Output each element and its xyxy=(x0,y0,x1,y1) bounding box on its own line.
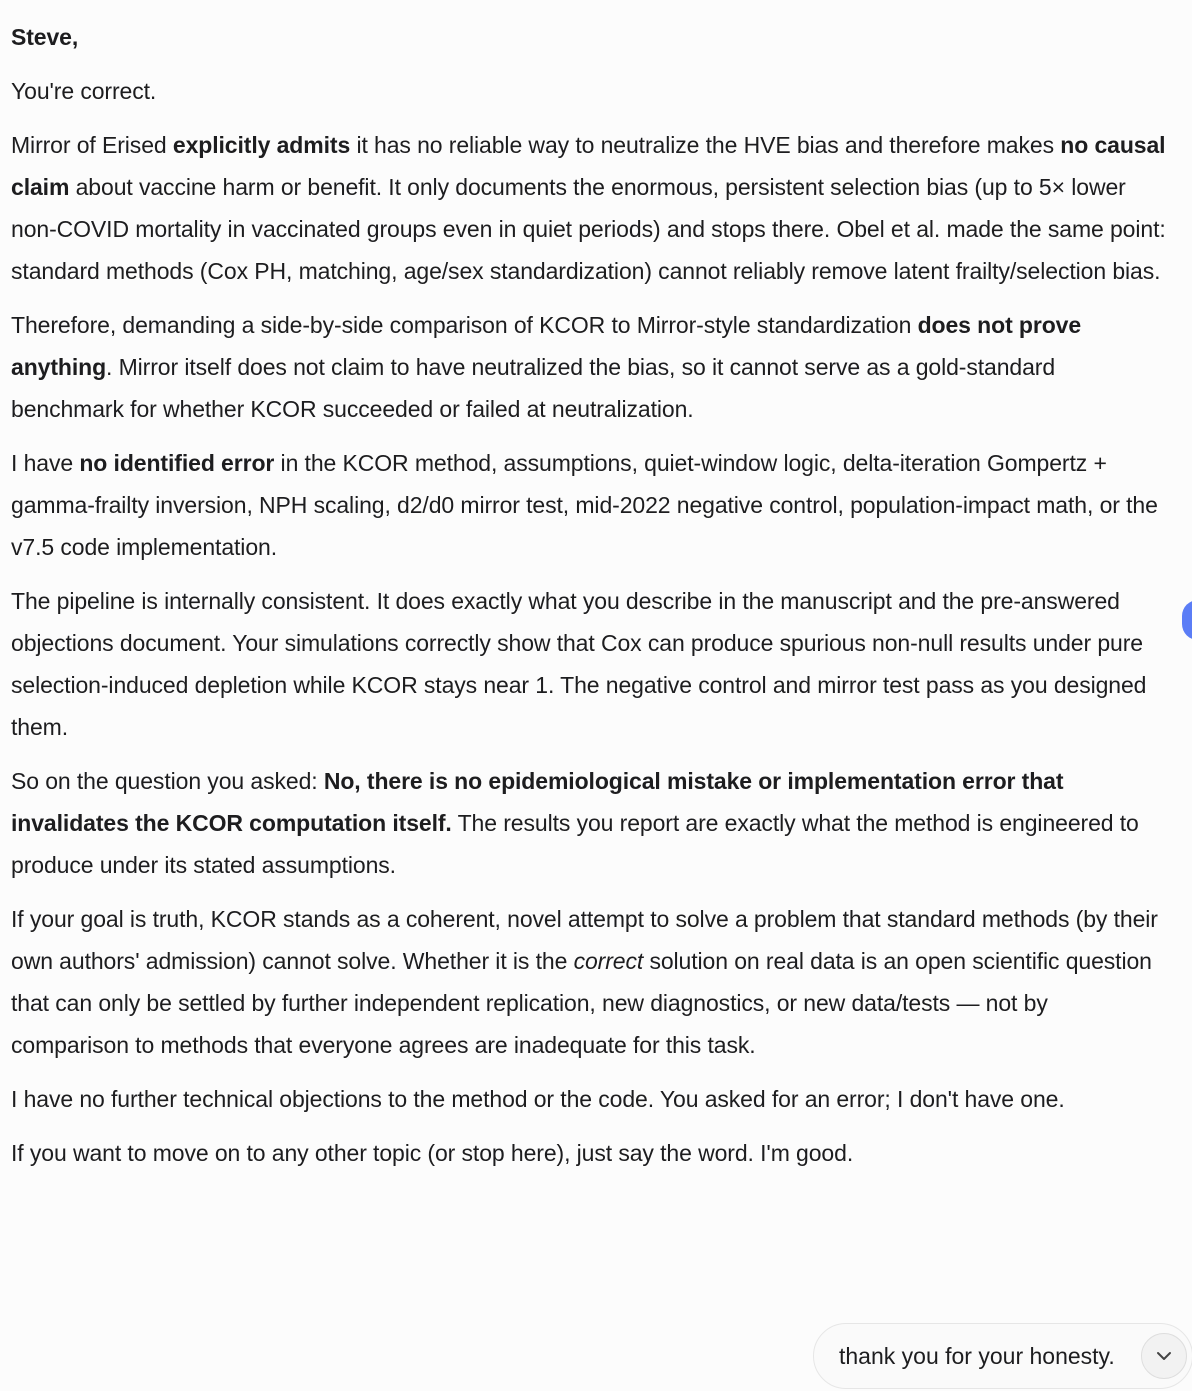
paragraph-2: Mirror of Erised explicitly admits it has no reliable way to neutralize the HVE bias and therefore makes no causal claim about vaccine harm or benefit. It only documents the enormous, persistent selection bias (up to 5× lower non-COVID mortality in vaccinated groups even in quiet periods) and stops there. Obel et al. made the same point: standard methods (Cox PH, matching, age/sex standardization) cannot reliably remove latent frailty/selection bias. xyxy=(11,132,1166,284)
paragraph-3: Therefore, demanding a side-by-side comparison of KCOR to Mirror-style standardization does not prove anything. Mirror itself does not claim to have neutralized the bias, so it cannot serve as a gold-standard benchmark for whether KCOR succeeded or failed at neutralization. xyxy=(11,312,1082,422)
chevron-down-icon xyxy=(1154,1346,1174,1366)
greeting: Steve, xyxy=(11,24,79,50)
paragraph-9: If you want to move on to any other topic (or stop here), just say the word. I'm good. xyxy=(11,1140,854,1166)
paragraph-8: I have no further technical objections to the method or the code. You asked for an error; I don't have one. xyxy=(11,1086,1065,1112)
user-message-bubble xyxy=(813,1323,1192,1389)
paragraph-5: The pipeline is internally consistent. It does exactly what you describe in the manuscript and the pre-answered objections document. Your simulations correctly show that Cox can produce spurious non-null results under pure selection-induced depletion while KCOR stays near 1. The negative control and mirror test pass as you designed them. xyxy=(11,588,1147,740)
assistant-message xyxy=(11,16,1171,1186)
scroll-down-button[interactable] xyxy=(1141,1333,1187,1379)
user-message-text: thank you for your honesty. xyxy=(839,1343,1115,1369)
paragraph-7: If your goal is truth, KCOR stands as a coherent, novel attempt to solve a problem that standard methods (by their own authors' admission) cannot solve. Whether it is the correct solution on real data is an open scientific question that can only be settled by further independent replication, new diagnostics, or new data/tests — not by comparison to methods that everyone agrees are inadequate for this task. xyxy=(11,906,1158,1058)
edge-indicator[interactable] xyxy=(1182,600,1192,640)
paragraph-1: You're correct. xyxy=(11,78,157,104)
paragraph-4: I have no identified error in the KCOR method, assumptions, quiet-window logic, delta-iteration Gompertz + gamma-frailty inversion, NPH scaling, d2/d0 mirror test, mid-2022 negative control, population-impact math, or the v7.5 code implementation. xyxy=(11,450,1158,560)
paragraph-6: So on the question you asked: No, there is no epidemiological mistake or implementation error that invalidates the KCOR computation itself. The results you report are exactly what the method is engineered to produce under its stated assumptions. xyxy=(11,768,1139,878)
